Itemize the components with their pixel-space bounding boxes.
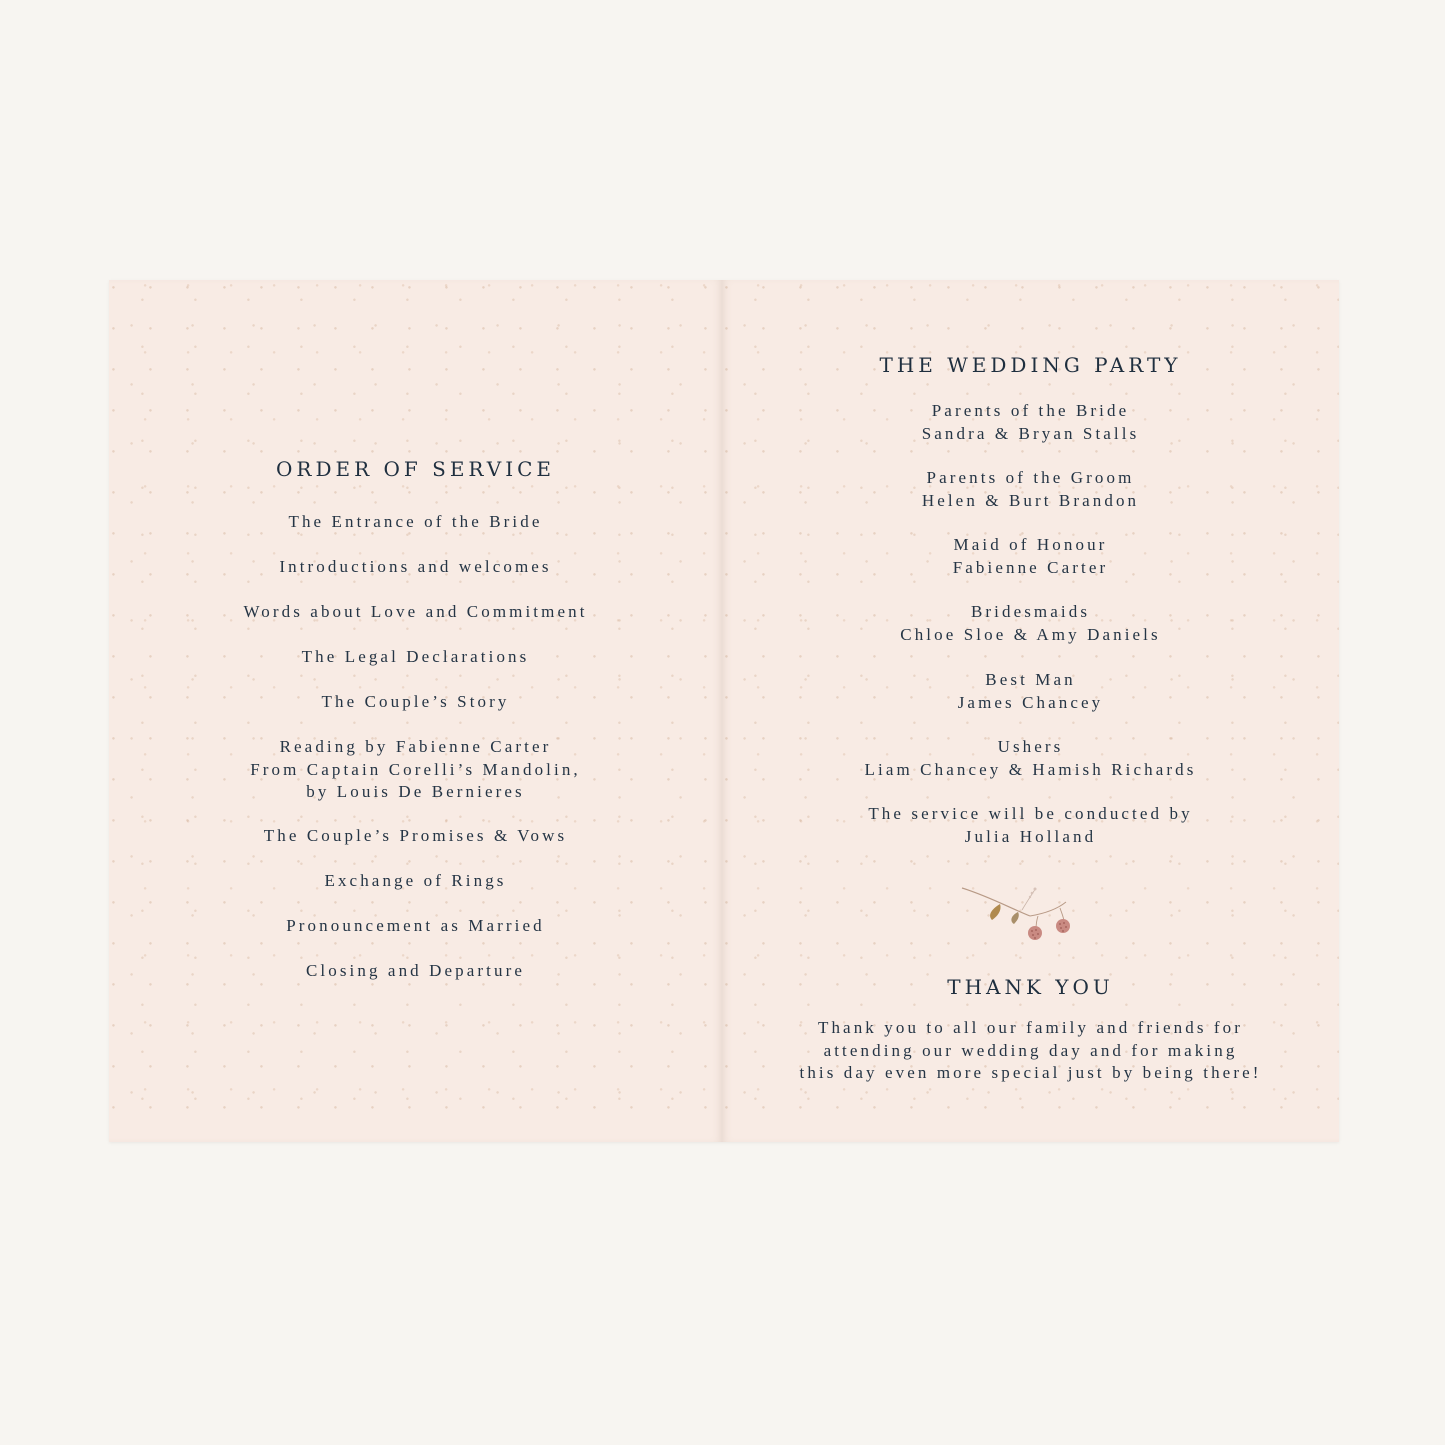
party-names: Sandra & Bryan Stalls: [921, 423, 1140, 443]
party-role: Ushers: [997, 737, 1064, 756]
party-group: [722, 669, 1339, 714]
right-page: [722, 280, 1339, 1142]
service-item-line: Exchange of Rings: [324, 871, 507, 890]
service-item: [109, 825, 722, 848]
service-item: [109, 960, 722, 983]
service-item: [109, 646, 722, 669]
party-role: The service will be conducted by: [868, 804, 1193, 823]
floral-sprig-icon: [960, 886, 1090, 942]
booklet-spread: [109, 280, 1339, 1142]
thank-you-line: Thank you to all our family and friends for: [817, 1018, 1244, 1037]
party-group: [722, 534, 1339, 579]
service-item: [109, 556, 722, 579]
service-item-line: Introductions and welcomes: [279, 557, 552, 576]
party-role: Parents of the Groom: [926, 468, 1135, 487]
officiant: [722, 803, 1339, 848]
party-group: [722, 400, 1339, 445]
service-item: [109, 870, 722, 893]
left-page: [109, 280, 722, 1142]
service-item-line: by Louis De Bernieres: [306, 782, 525, 801]
service-item-line: The Legal Declarations: [301, 647, 530, 666]
wedding-party-title: THE WEDDING PARTY: [879, 353, 1182, 377]
service-item-line: Pronouncement as Married: [286, 916, 545, 935]
thank-you-title: THANK YOU: [947, 975, 1114, 999]
service-item-line: Words about Love and Commitment: [243, 602, 588, 621]
thank-you-line: attending our wedding day and for making: [823, 1040, 1238, 1060]
party-names: Chloe Sloe & Amy Daniels: [900, 624, 1161, 644]
party-group: [722, 601, 1339, 646]
party-names: Helen & Burt Brandon: [921, 490, 1140, 510]
order-of-service-title: ORDER OF SERVICE: [275, 457, 556, 481]
party-names: James Chancey: [957, 692, 1104, 712]
party-role: Maid of Honour: [953, 535, 1108, 554]
thank-you-line: this day even more special just by being there!: [799, 1063, 1262, 1082]
party-names: Julia Holland: [964, 826, 1097, 846]
party-group: [722, 467, 1339, 512]
service-item-line: The Couple’s Story: [321, 692, 510, 711]
party-group: [722, 736, 1339, 781]
service-item: [109, 601, 722, 624]
service-item-line: Closing and Departure: [305, 961, 525, 980]
service-item: [109, 915, 722, 938]
service-item-line: The Couple’s Promises & Vows: [263, 826, 568, 845]
service-item: [109, 511, 722, 534]
party-role: Best Man: [985, 670, 1076, 689]
party-role: Bridesmaids: [970, 602, 1091, 621]
service-item-reading: [109, 736, 722, 804]
service-item-line: Reading by Fabienne Carter: [279, 737, 552, 756]
thank-you-message: [722, 1017, 1339, 1085]
party-names: Fabienne Carter: [952, 557, 1109, 577]
service-item-line: The Entrance of the Bride: [288, 512, 543, 531]
service-item: [109, 691, 722, 714]
service-item-line: From Captain Corelli’s Mandolin,: [250, 759, 581, 779]
party-names: Liam Chancey & Hamish Richards: [864, 759, 1197, 779]
party-role: Parents of the Bride: [931, 401, 1130, 420]
